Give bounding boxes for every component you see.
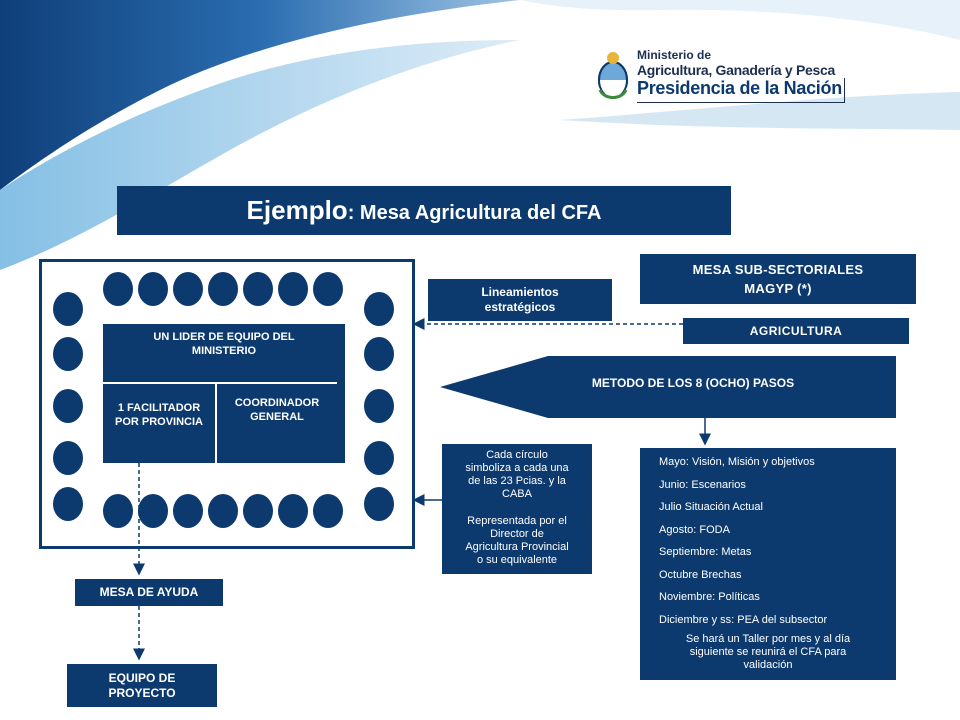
coordinator-label: COORDINADOR GENERAL <box>234 397 320 423</box>
circle-note-text-2: Representada por el Director de Agricultura Provincial o su equivalente <box>465 515 569 566</box>
schedule-item: Agosto: FODA <box>659 523 730 536</box>
schedule-item: Noviembre: Políticas <box>659 591 760 603</box>
circle-note-text-1: Cada círculo simboliza a cada una de las 23 Pcias. y la CABA <box>465 449 569 500</box>
schedule-item: Septiembre: Metas <box>659 546 752 558</box>
agricultura-label: AGRICULTURA <box>749 324 843 338</box>
mesa-ayuda-label: MESA DE AYUDA <box>99 585 199 599</box>
metodo-label: METODO DE LOS 8 (OCHO) PASOS <box>591 376 795 390</box>
facilitator-label: 1 FACILITADOR POR PROVINCIA <box>114 402 203 428</box>
schedule-item: Octubre Brechas <box>659 568 742 581</box>
schedule-item: Junio: Escenarios <box>659 478 746 491</box>
logo-line-3: Presidencia de la Nación <box>637 78 842 98</box>
lineamientos-label: Lineamientos estratégicos <box>481 285 559 314</box>
schedule-item: Mayo: Visión, Misión y objetivos <box>659 456 815 468</box>
team-leader-label: UN LIDER DE EQUIPO DEL MINISTERIO <box>153 331 295 357</box>
schedule-item: Diciembre y ss: PEA del subsector <box>659 613 828 626</box>
logo-line-2: Agricultura, Ganadería y Pesca <box>637 62 835 78</box>
title-rest: : Mesa Agricultura del CFA <box>347 202 602 224</box>
schedule-note: Se hará un Taller por mes y al día siguiente se reunirá el CFA para validación <box>685 633 851 671</box>
title-lead: Ejemplo <box>246 195 348 225</box>
logo-line-1: Ministerio de <box>637 48 712 62</box>
schedule-item: Julio Situación Actual <box>659 501 763 513</box>
mesa-subsectoriales-label: MESA SUB-SECTORIALES MAGYP (*) <box>692 262 864 296</box>
equipo-proyecto-label: EQUIPO DE PROYECTO <box>108 671 176 700</box>
